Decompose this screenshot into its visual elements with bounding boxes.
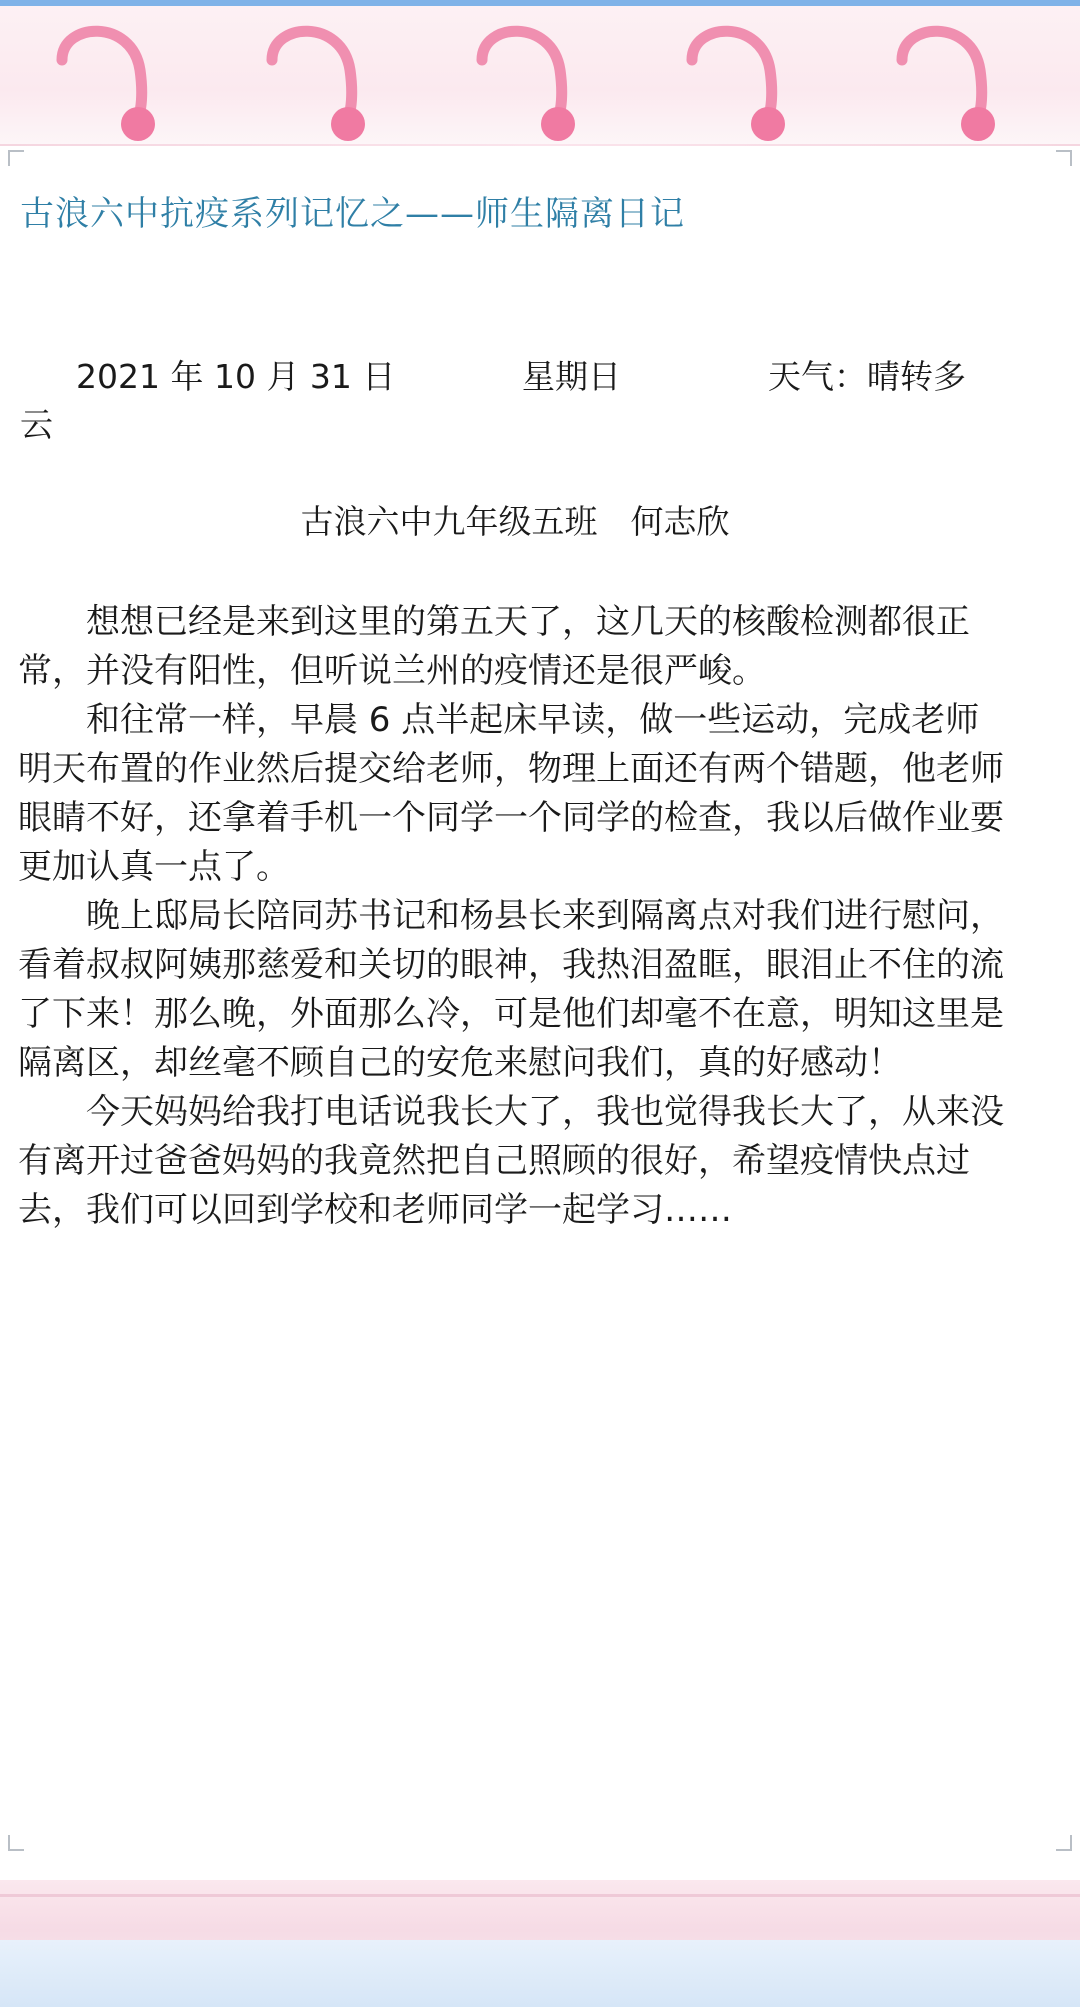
- page-title: 古浪六中抗疫系列记忆之——师生隔离日记: [20, 194, 685, 234]
- author-line: 古浪六中九年级五班 何志欣: [300, 502, 730, 541]
- diary-weather: 天气：晴转多: [768, 357, 966, 396]
- paragraph: 和往常一样，早晨 6 点半起床早读，做一些运动，完成老师明天布置的作业然后提交给老师，物理上面还有两个错题，他老师眼睛不好，还拿着手机一个同学一个同学的检查，我以后做作业要更加认真一点了。: [18, 700, 1004, 887]
- corner-mark: [8, 150, 24, 166]
- notebook-ring-icon: [692, 31, 785, 141]
- bottom-bar: [0, 1940, 1080, 2007]
- corner-mark: [1056, 1835, 1072, 1851]
- notebook-ring-icon: [272, 31, 365, 141]
- corner-mark: [1056, 150, 1072, 166]
- diary-weekday: 星期日: [522, 357, 621, 396]
- diary-body: [18, 598, 1008, 1235]
- diary-weather-continued: 云: [20, 405, 53, 444]
- corner-mark: [8, 1835, 24, 1851]
- notebook-rings: [0, 0, 1080, 160]
- paragraph: 今天妈妈给我打电话说我长大了，我也觉得我长大了，从来没有离开过爸爸妈妈的我竟然把自己照顾的很好，希望疫情快点过去，我们可以回到学校和老师同学一起学习……: [18, 1092, 1004, 1230]
- notebook-ring-icon: [62, 31, 155, 141]
- paragraph: 晚上邸局长陪同苏书记和杨县长来到隔离点对我们进行慰问，看着叔叔阿姨那慈爱和关切的眼神，我热泪盈眶，眼泪止不住的流了下来！那么晚，外面那么冷，可是他们却毫不在意，明知这里是隔离区，却丝毫不顾自己的安危来慰问我们，真的好感动！: [18, 896, 1004, 1083]
- diary-date: 2021 年 10 月 31 日: [76, 357, 396, 396]
- notebook-ring-icon: [902, 31, 995, 141]
- notebook-ring-icon: [482, 31, 575, 141]
- paragraph: 想想已经是来到这里的第五天了，这几天的核酸检测都很正常，并没有阳性，但听说兰州的疫情还是很严峻。: [18, 602, 970, 691]
